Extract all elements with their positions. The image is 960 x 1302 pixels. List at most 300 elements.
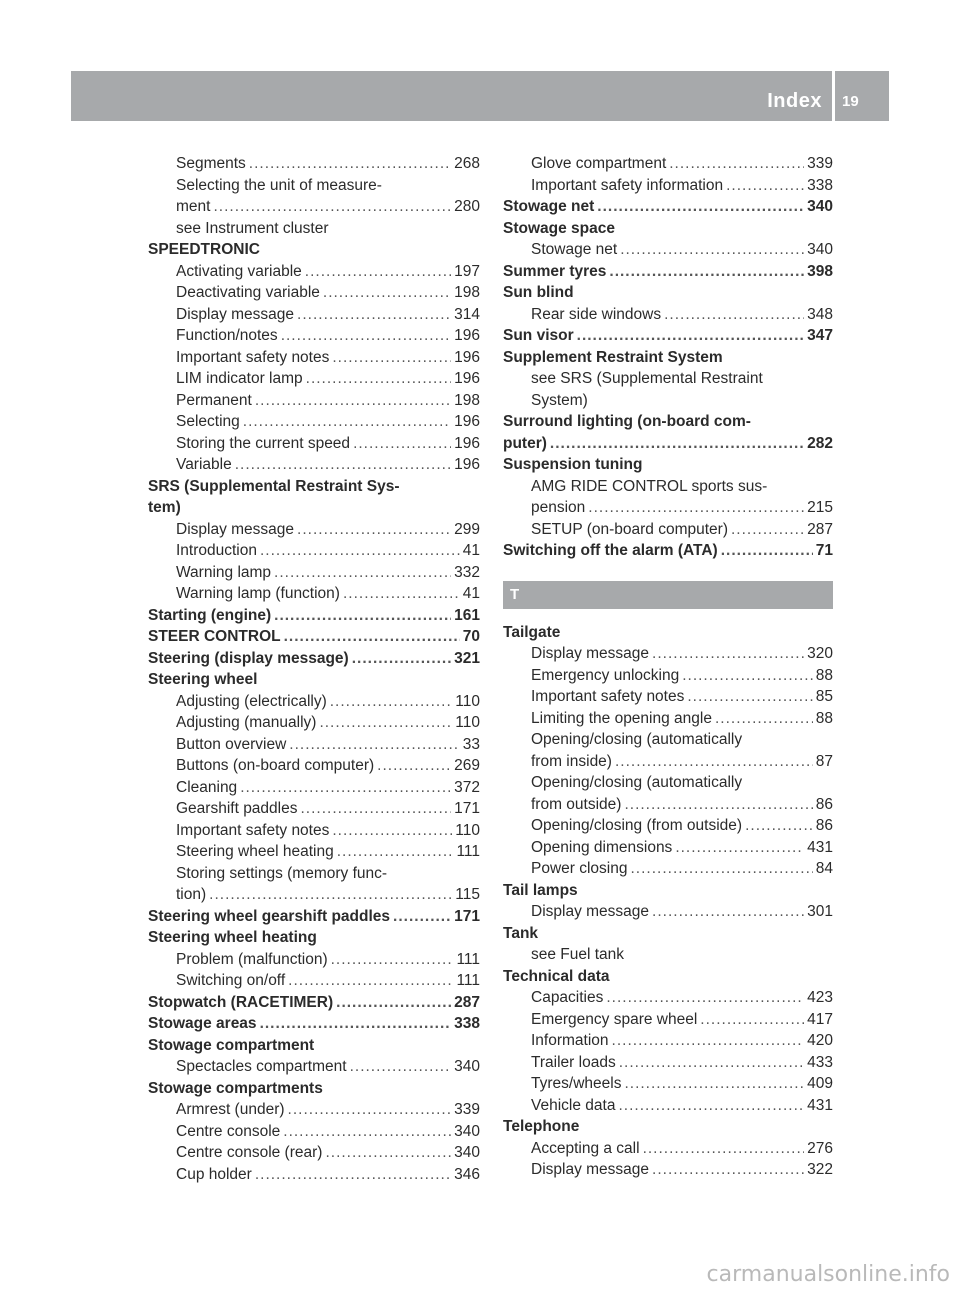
entry-text: Display message — [176, 305, 295, 323]
header-separator — [832, 71, 835, 121]
index-subentry[interactable] — [148, 1164, 480, 1186]
page-reference[interactable]: 111 — [456, 950, 480, 968]
index-subentry[interactable] — [148, 368, 480, 390]
dot-leader — [620, 239, 804, 261]
entry-text: Rear side windows — [531, 305, 662, 323]
entry-text: Important safety information — [531, 176, 724, 194]
entry-text: Opening/closing (from outside) — [531, 817, 743, 834]
entry-text: Gearshift paddles — [176, 800, 298, 817]
dot-leader — [336, 992, 451, 1014]
page-reference[interactable]: 268 — [454, 155, 480, 172]
index-heading[interactable] — [148, 1013, 480, 1035]
entry-text: Important safety notes — [176, 348, 330, 366]
entry-text: Power closing — [531, 860, 628, 877]
dot-leader — [260, 1013, 452, 1035]
page-reference[interactable]: 115 — [455, 886, 480, 903]
page-reference[interactable]: 198 — [454, 284, 480, 301]
page-reference[interactable]: 87 — [815, 752, 833, 770]
page-reference[interactable]: 287 — [807, 520, 833, 538]
entry-text: see Fuel tank — [531, 946, 625, 963]
dot-leader — [306, 368, 451, 390]
page-reference[interactable]: 398 — [807, 262, 833, 280]
index-subentry — [503, 390, 833, 412]
index-subentry[interactable] — [148, 390, 480, 412]
index-subentry[interactable] — [148, 1056, 480, 1078]
entry-text: Suspension tuning — [503, 456, 643, 473]
index-subentry — [148, 863, 480, 885]
dot-leader — [240, 777, 451, 799]
dot-leader — [350, 1056, 452, 1078]
index-heading — [148, 927, 480, 949]
entry-text: Armrest (under) — [176, 1101, 285, 1118]
page-reference[interactable]: 196 — [454, 348, 480, 366]
entry-text: from inside) — [531, 752, 612, 770]
index-heading — [503, 218, 833, 240]
index-heading — [148, 239, 480, 261]
page-reference[interactable]: 84 — [815, 860, 833, 877]
dot-leader — [675, 837, 804, 859]
index-heading — [503, 347, 833, 369]
page-reference[interactable]: 299 — [454, 520, 480, 538]
entry-text: Stowage compartment — [148, 1036, 315, 1054]
index-heading[interactable] — [503, 325, 833, 347]
page-reference[interactable]: 433 — [807, 1053, 833, 1071]
index-subentry[interactable] — [148, 755, 480, 777]
index-subentry[interactable] — [148, 820, 480, 842]
index-subentry[interactable] — [503, 175, 833, 197]
entry-text: tem) — [148, 499, 181, 516]
index-heading — [503, 454, 833, 476]
dot-leader — [597, 196, 804, 218]
index-subentry[interactable] — [503, 1138, 833, 1160]
entry-text: Storing the current speed — [176, 434, 351, 452]
index-heading — [148, 497, 480, 519]
index-subentry[interactable] — [503, 665, 833, 687]
entry-text: Cup holder — [176, 1165, 252, 1183]
entry-text: Trailer loads — [531, 1053, 616, 1071]
page-reference[interactable]: 339 — [454, 1101, 480, 1118]
page-reference[interactable]: 171 — [454, 800, 480, 817]
dot-leader — [330, 691, 453, 713]
page-reference[interactable]: 196 — [454, 370, 480, 387]
entry-text: Permanent — [176, 391, 252, 409]
index-subentry — [503, 368, 833, 390]
dot-leader — [352, 648, 451, 670]
dot-leader — [687, 686, 812, 708]
page-reference[interactable]: 321 — [454, 649, 480, 667]
index-subentry — [503, 476, 833, 498]
dot-leader — [325, 1142, 451, 1164]
entry-text: SRS (Supplemental Restraint Sys- — [148, 477, 400, 495]
index-subentry[interactable] — [148, 1121, 480, 1143]
entry-text: Function/notes — [176, 327, 278, 344]
dot-leader — [609, 261, 804, 283]
index-heading[interactable] — [503, 540, 833, 562]
index-subentry[interactable] — [148, 196, 480, 218]
index-subentry[interactable] — [503, 1009, 833, 1031]
page-reference[interactable]: 423 — [807, 989, 833, 1006]
entry-text: Stowage space — [503, 219, 615, 237]
entry-text: Display message — [531, 645, 650, 662]
page-reference[interactable]: 86 — [815, 795, 833, 813]
entry-text: Adjusting (manually) — [176, 714, 317, 731]
page-reference[interactable]: 161 — [454, 606, 480, 624]
page-reference[interactable]: 282 — [807, 434, 833, 452]
page-reference[interactable]: 171 — [454, 907, 480, 925]
entry-text: STEER CONTROL — [148, 628, 281, 645]
index-subentry[interactable] — [503, 1073, 833, 1095]
entry-text: Vehicle data — [531, 1096, 616, 1114]
index-subentry[interactable] — [503, 901, 833, 923]
dot-leader — [235, 454, 451, 476]
page-reference[interactable]: 196 — [454, 327, 480, 344]
index-subentry[interactable] — [148, 153, 480, 175]
dot-leader — [337, 841, 454, 863]
dot-leader — [682, 665, 813, 687]
page-reference[interactable]: 41 — [462, 585, 480, 602]
index-subentry[interactable] — [148, 734, 480, 756]
page-reference[interactable]: 431 — [807, 838, 833, 856]
dot-leader — [284, 626, 460, 648]
entry-text: Sun blind — [503, 284, 574, 301]
entry-text: Buttons (on-board computer) — [176, 757, 375, 774]
entry-text: Opening/closing (automatically — [531, 774, 743, 791]
entry-text: Switching off the alarm (ATA) — [503, 542, 718, 559]
entry-text: Supplement Restraint System — [503, 348, 723, 366]
page-reference[interactable]: 41 — [462, 542, 480, 559]
entry-text: Stowage net — [531, 241, 618, 258]
entry-text: Limiting the opening angle — [531, 709, 712, 727]
entry-text: Stopwatch (RACETIMER) — [148, 993, 334, 1011]
entry-text: Warning lamp (function) — [176, 585, 340, 602]
entry-text: Centre console (rear) — [176, 1144, 323, 1161]
entry-text: Opening dimensions — [531, 838, 673, 856]
entry-text: pension — [531, 499, 586, 516]
index-subentry — [148, 218, 480, 240]
page-reference[interactable]: 417 — [807, 1010, 833, 1028]
page-reference[interactable]: 198 — [454, 391, 480, 409]
index-heading[interactable] — [503, 196, 833, 218]
dot-leader — [615, 751, 813, 773]
index-subentry — [503, 729, 833, 751]
dot-leader — [700, 1009, 804, 1031]
dot-leader — [612, 1030, 805, 1052]
entry-text: Tank — [503, 924, 539, 942]
index-subentry[interactable] — [503, 751, 833, 773]
page-reference[interactable]: 338 — [807, 176, 833, 194]
index-subentry[interactable] — [503, 1159, 833, 1181]
dot-leader — [631, 858, 813, 880]
dot-leader — [331, 949, 454, 971]
entry-text: Activating variable — [176, 262, 302, 280]
page-reference[interactable]: 71 — [815, 542, 833, 559]
letter-heading: T — [503, 581, 833, 609]
entry-text: Capacities — [531, 989, 604, 1006]
index-subentry — [503, 944, 833, 966]
page-reference[interactable]: 196 — [454, 434, 480, 452]
entry-text: Tyres/wheels — [531, 1075, 622, 1092]
index-subentry[interactable] — [503, 794, 833, 816]
entry-text: Stowage areas — [148, 1015, 257, 1032]
dot-leader — [721, 540, 813, 562]
page-reference[interactable]: 314 — [454, 305, 480, 323]
section-title: Index — [767, 90, 822, 112]
page-reference[interactable]: 340 — [454, 1122, 480, 1140]
page-reference[interactable]: 340 — [454, 1144, 480, 1161]
dot-leader — [209, 884, 452, 906]
entry-text: Problem (malfunction) — [176, 950, 328, 968]
index-subentry[interactable] — [503, 708, 833, 730]
dot-leader — [588, 497, 804, 519]
entry-text: Accepting a call — [531, 1139, 640, 1157]
dot-leader — [745, 815, 813, 837]
dot-leader — [726, 175, 804, 197]
index-subentry[interactable] — [148, 691, 480, 713]
dot-leader — [669, 153, 804, 175]
dot-leader — [664, 304, 804, 326]
page-reference[interactable]: 196 — [454, 413, 480, 430]
entry-text: Selecting the unit of measure- — [176, 176, 382, 194]
index-subentry[interactable] — [148, 1099, 480, 1121]
index-subentry[interactable] — [503, 987, 833, 1009]
page-reference[interactable]: 287 — [454, 993, 480, 1011]
entry-text: System) — [531, 391, 588, 409]
entry-text: Warning lamp — [176, 563, 272, 581]
dot-leader — [343, 583, 460, 605]
entry-text: Switching on/off — [176, 972, 286, 989]
page-reference[interactable]: 346 — [454, 1165, 480, 1183]
entry-text: see Instrument cluster — [176, 219, 329, 237]
entry-text: Deactivating variable — [176, 284, 320, 301]
entry-text: Important safety notes — [531, 688, 685, 705]
dot-leader — [643, 1138, 805, 1160]
page-reference[interactable]: 110 — [455, 821, 480, 839]
entry-text: Stowage compartments — [148, 1079, 323, 1097]
index-subentry[interactable] — [503, 1030, 833, 1052]
entry-text: Starting (engine) — [148, 606, 272, 624]
page-reference[interactable]: 301 — [807, 903, 833, 920]
index-subentry[interactable] — [503, 686, 833, 708]
entry-text: Sun visor — [503, 327, 574, 344]
index-subentry[interactable] — [503, 837, 833, 859]
index-subentry[interactable] — [148, 261, 480, 283]
page-reference[interactable]: 431 — [807, 1096, 833, 1114]
index-subentry[interactable] — [148, 411, 480, 433]
index-heading[interactable] — [148, 605, 480, 627]
index-subentry[interactable] — [148, 562, 480, 584]
entry-text: Telephone — [503, 1118, 580, 1135]
dot-leader — [332, 820, 452, 842]
entry-text: ment — [176, 198, 211, 215]
index-heading[interactable] — [503, 261, 833, 283]
page-reference[interactable]: 340 — [454, 1058, 480, 1075]
index-subentry[interactable] — [503, 304, 833, 326]
page-reference[interactable]: 322 — [807, 1161, 833, 1178]
page-reference[interactable]: 332 — [454, 563, 480, 581]
entry-text: SPEEDTRONIC — [148, 241, 260, 258]
entry-text: Display message — [176, 520, 295, 538]
entry-text: Emergency unlocking — [531, 666, 680, 684]
page-reference[interactable]: 88 — [815, 709, 833, 727]
page-reference[interactable]: 88 — [815, 666, 833, 684]
dot-leader — [619, 1052, 804, 1074]
index-heading[interactable] — [148, 906, 480, 928]
entry-text: Storing settings (memory func- — [176, 864, 388, 882]
page-reference[interactable]: 276 — [807, 1139, 833, 1157]
entry-text: Information — [531, 1032, 609, 1049]
page-reference[interactable]: 409 — [807, 1075, 833, 1092]
index-subentry[interactable] — [148, 433, 480, 455]
entry-text: LIM indicator lamp — [176, 370, 303, 387]
index-subentry[interactable] — [503, 815, 833, 837]
index-heading — [503, 1116, 833, 1138]
index-subentry[interactable] — [148, 884, 480, 906]
page-reference[interactable]: 338 — [454, 1015, 480, 1032]
index-subentry[interactable] — [148, 540, 480, 562]
index-heading[interactable] — [148, 648, 480, 670]
dot-leader — [260, 540, 460, 562]
page-reference[interactable]: 280 — [454, 198, 480, 215]
entry-text: Tail lamps — [503, 881, 578, 899]
entry-text: Steering wheel — [148, 671, 258, 688]
page-reference[interactable]: 420 — [807, 1032, 833, 1049]
index-subentry[interactable] — [148, 519, 480, 541]
dot-leader — [550, 433, 804, 455]
index-subentry[interactable] — [503, 858, 833, 880]
dot-leader — [353, 433, 451, 455]
page-reference[interactable]: 110 — [455, 714, 480, 731]
dot-leader — [243, 411, 451, 433]
entry-text: Segments — [176, 155, 246, 172]
index-subentry[interactable] — [148, 841, 480, 863]
page-reference[interactable]: 269 — [454, 757, 480, 774]
entry-text: Display message — [531, 1161, 650, 1178]
page-reference[interactable]: 340 — [807, 198, 833, 215]
entry-text: Introduction — [176, 542, 257, 559]
page-reference[interactable]: 110 — [455, 692, 480, 710]
entry-text: Tailgate — [503, 623, 561, 641]
page-reference[interactable]: 33 — [462, 735, 480, 753]
index-heading — [148, 1035, 480, 1057]
entry-text: Spectacles compartment — [176, 1058, 347, 1075]
entry-text: Steering wheel gearshift paddles — [148, 907, 391, 925]
index-subentry[interactable] — [148, 949, 480, 971]
dot-leader — [577, 325, 804, 347]
index-subentry[interactable] — [148, 1142, 480, 1164]
page-reference[interactable]: 86 — [815, 817, 833, 834]
index-subentry[interactable] — [503, 1095, 833, 1117]
index-subentry[interactable] — [148, 798, 480, 820]
page-reference[interactable]: 111 — [456, 972, 480, 989]
dot-leader — [249, 153, 451, 175]
page-reference[interactable]: 320 — [807, 645, 833, 662]
dot-leader — [618, 1095, 804, 1117]
index-subentry[interactable] — [148, 304, 480, 326]
dot-leader — [281, 325, 451, 347]
dot-leader — [297, 304, 451, 326]
page-reference[interactable]: 215 — [807, 499, 833, 516]
index-heading — [503, 282, 833, 304]
entry-text: puter) — [503, 434, 547, 452]
page-reference[interactable]: 70 — [462, 628, 480, 645]
index-heading — [503, 966, 833, 988]
dot-leader — [274, 605, 451, 627]
index-subentry[interactable] — [148, 777, 480, 799]
dot-leader — [213, 196, 451, 218]
entry-text: Glove compartment — [531, 155, 667, 172]
page-reference[interactable]: 339 — [807, 155, 833, 172]
index-heading — [148, 669, 480, 691]
index-subentry[interactable] — [503, 153, 833, 175]
index-subentry[interactable] — [148, 970, 480, 992]
index-heading[interactable] — [148, 992, 480, 1014]
entry-text: Cleaning — [176, 778, 238, 796]
index-subentry[interactable] — [503, 239, 833, 261]
dot-leader — [393, 906, 451, 928]
index-subentry[interactable] — [148, 454, 480, 476]
entry-text: Technical data — [503, 967, 610, 985]
index-subentry[interactable] — [503, 1052, 833, 1074]
index-subentry[interactable] — [148, 282, 480, 304]
watermark: carmanualsonline.info — [706, 1262, 950, 1287]
dot-leader — [297, 519, 451, 541]
page-reference[interactable]: 347 — [807, 327, 833, 344]
page-reference[interactable]: 85 — [815, 688, 833, 705]
entry-text: Adjusting (electrically) — [176, 692, 327, 710]
index-subentry[interactable] — [503, 497, 833, 519]
index-subentry[interactable] — [148, 347, 480, 369]
index-subentry[interactable] — [148, 325, 480, 347]
page-reference[interactable]: 340 — [807, 241, 833, 258]
dot-leader — [652, 1159, 804, 1181]
page-reference[interactable]: 197 — [454, 262, 480, 280]
entry-text: Variable — [176, 456, 232, 473]
index-column-right — [503, 153, 833, 1181]
dot-leader — [274, 562, 451, 584]
index-heading — [148, 476, 480, 498]
index-heading — [503, 622, 833, 644]
entry-text: Opening/closing (automatically — [531, 731, 743, 748]
index-subentry[interactable] — [148, 712, 480, 734]
index-subentry[interactable] — [503, 519, 833, 541]
index-subentry[interactable] — [148, 583, 480, 605]
entry-text: Stowage net — [503, 198, 595, 215]
entry-text: Surround lighting (on-board com- — [503, 413, 751, 430]
dot-leader — [652, 901, 804, 923]
entry-text: AMG RIDE CONTROL sports sus- — [531, 477, 768, 495]
dot-leader — [319, 712, 452, 734]
dot-leader — [606, 987, 804, 1009]
dot-leader — [624, 1073, 804, 1095]
index-heading[interactable] — [148, 626, 480, 648]
page-reference[interactable]: 111 — [456, 843, 480, 860]
index-heading[interactable] — [503, 433, 833, 455]
dot-leader — [731, 519, 804, 541]
page-reference[interactable]: 196 — [454, 456, 480, 473]
entry-text: Selecting — [176, 413, 240, 430]
page-reference[interactable]: 372 — [454, 778, 480, 796]
entry-text: from outside) — [531, 795, 622, 813]
index-subentry — [503, 772, 833, 794]
index-subentry[interactable] — [503, 643, 833, 665]
dot-leader — [255, 1164, 451, 1186]
dot-leader — [323, 282, 451, 304]
dot-leader — [332, 347, 451, 369]
page-reference[interactable]: 348 — [807, 305, 833, 323]
entry-text: Centre console — [176, 1122, 281, 1140]
entry-text: Emergency spare wheel — [531, 1010, 698, 1028]
dot-leader — [288, 1099, 452, 1121]
